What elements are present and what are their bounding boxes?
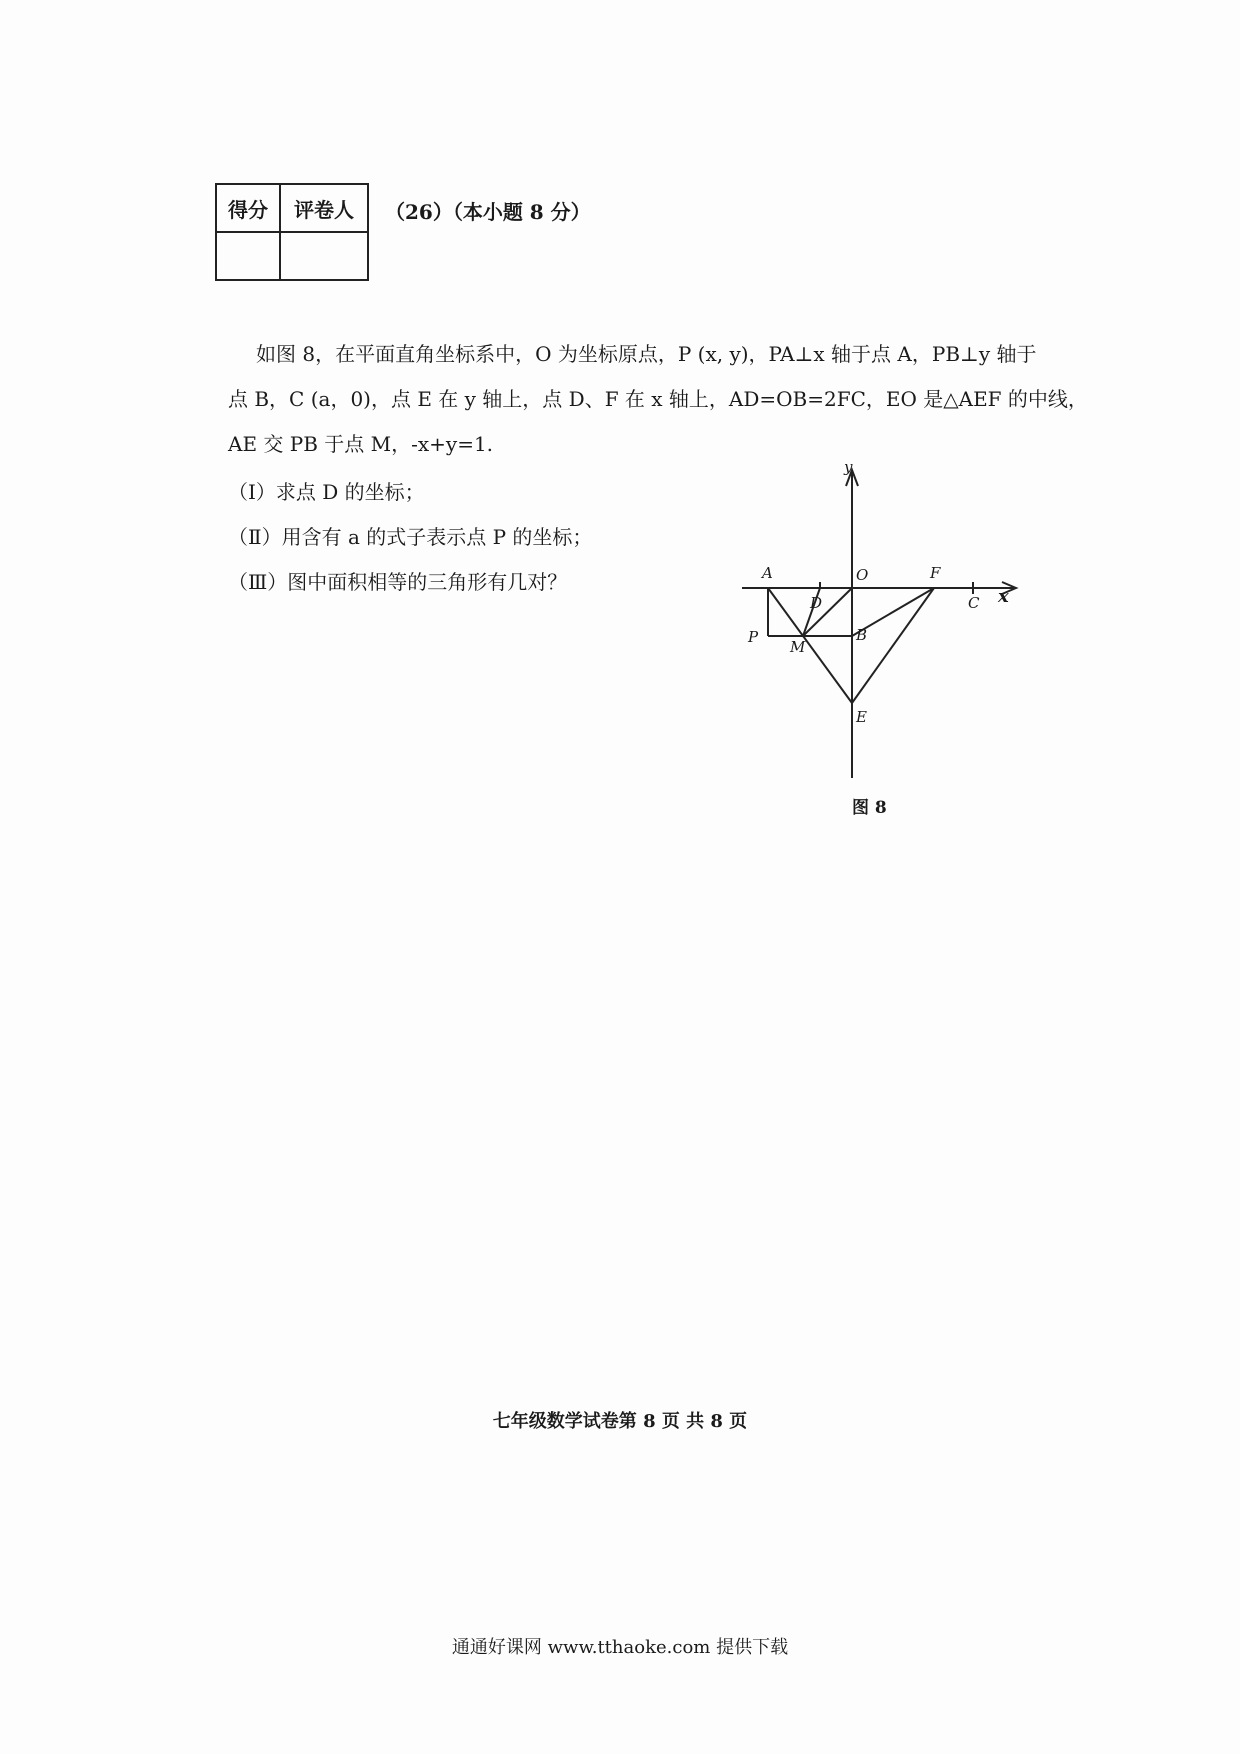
sub-question-3: （Ⅲ）图中面积相等的三角形有几对？ xyxy=(228,570,568,594)
label-p: P xyxy=(748,628,759,646)
score-cell[interactable] xyxy=(216,232,280,280)
question-header: （26）（本小题 8 分） xyxy=(385,200,591,224)
label-o: O xyxy=(856,566,869,584)
label-d: D xyxy=(810,594,823,612)
segment-fe xyxy=(852,588,934,703)
problem-line-1: 如图 8，在平面直角坐标系中，O 为坐标原点，P (x, y)，PA⊥x 轴于点 A，PB⊥y 轴于 xyxy=(256,342,1037,366)
grader-cell[interactable] xyxy=(280,232,368,280)
label-c: C xyxy=(968,594,980,612)
sub-question-2: （Ⅱ）用含有 a 的式子表示点 P 的坐标； xyxy=(228,525,593,549)
page-footer: 七年级数学试卷第 8 页 共 8 页 xyxy=(492,1411,748,1432)
problem-line-3: AE 交 PB 于点 M，-x+y=1. xyxy=(228,432,494,456)
grader-label: 评卷人 xyxy=(280,184,368,232)
label-e: E xyxy=(856,708,867,726)
label-a: A xyxy=(762,564,773,582)
score-label: 得分 xyxy=(216,184,280,232)
label-b: B xyxy=(856,626,868,644)
source-line: 通通好课网 www.tthaoke.com 提供下载 xyxy=(451,1637,789,1658)
label-x: x xyxy=(998,586,1009,607)
problem-line-2: 点 B，C (a，0)，点 E 在 y 轴上，点 D、F 在 x 轴上，AD=OB=2FC，EO 是△AEF 的中线， xyxy=(228,387,1088,411)
label-m: M xyxy=(790,638,806,656)
label-y: y xyxy=(844,460,853,476)
figure-caption: 图 8 xyxy=(852,798,887,818)
label-f: F xyxy=(930,564,941,582)
problem-statement xyxy=(228,332,1088,467)
sub-question-1: （Ⅰ）求点 D 的坐标； xyxy=(228,480,425,504)
score-table xyxy=(215,183,369,281)
geometry-figure xyxy=(740,460,1030,780)
